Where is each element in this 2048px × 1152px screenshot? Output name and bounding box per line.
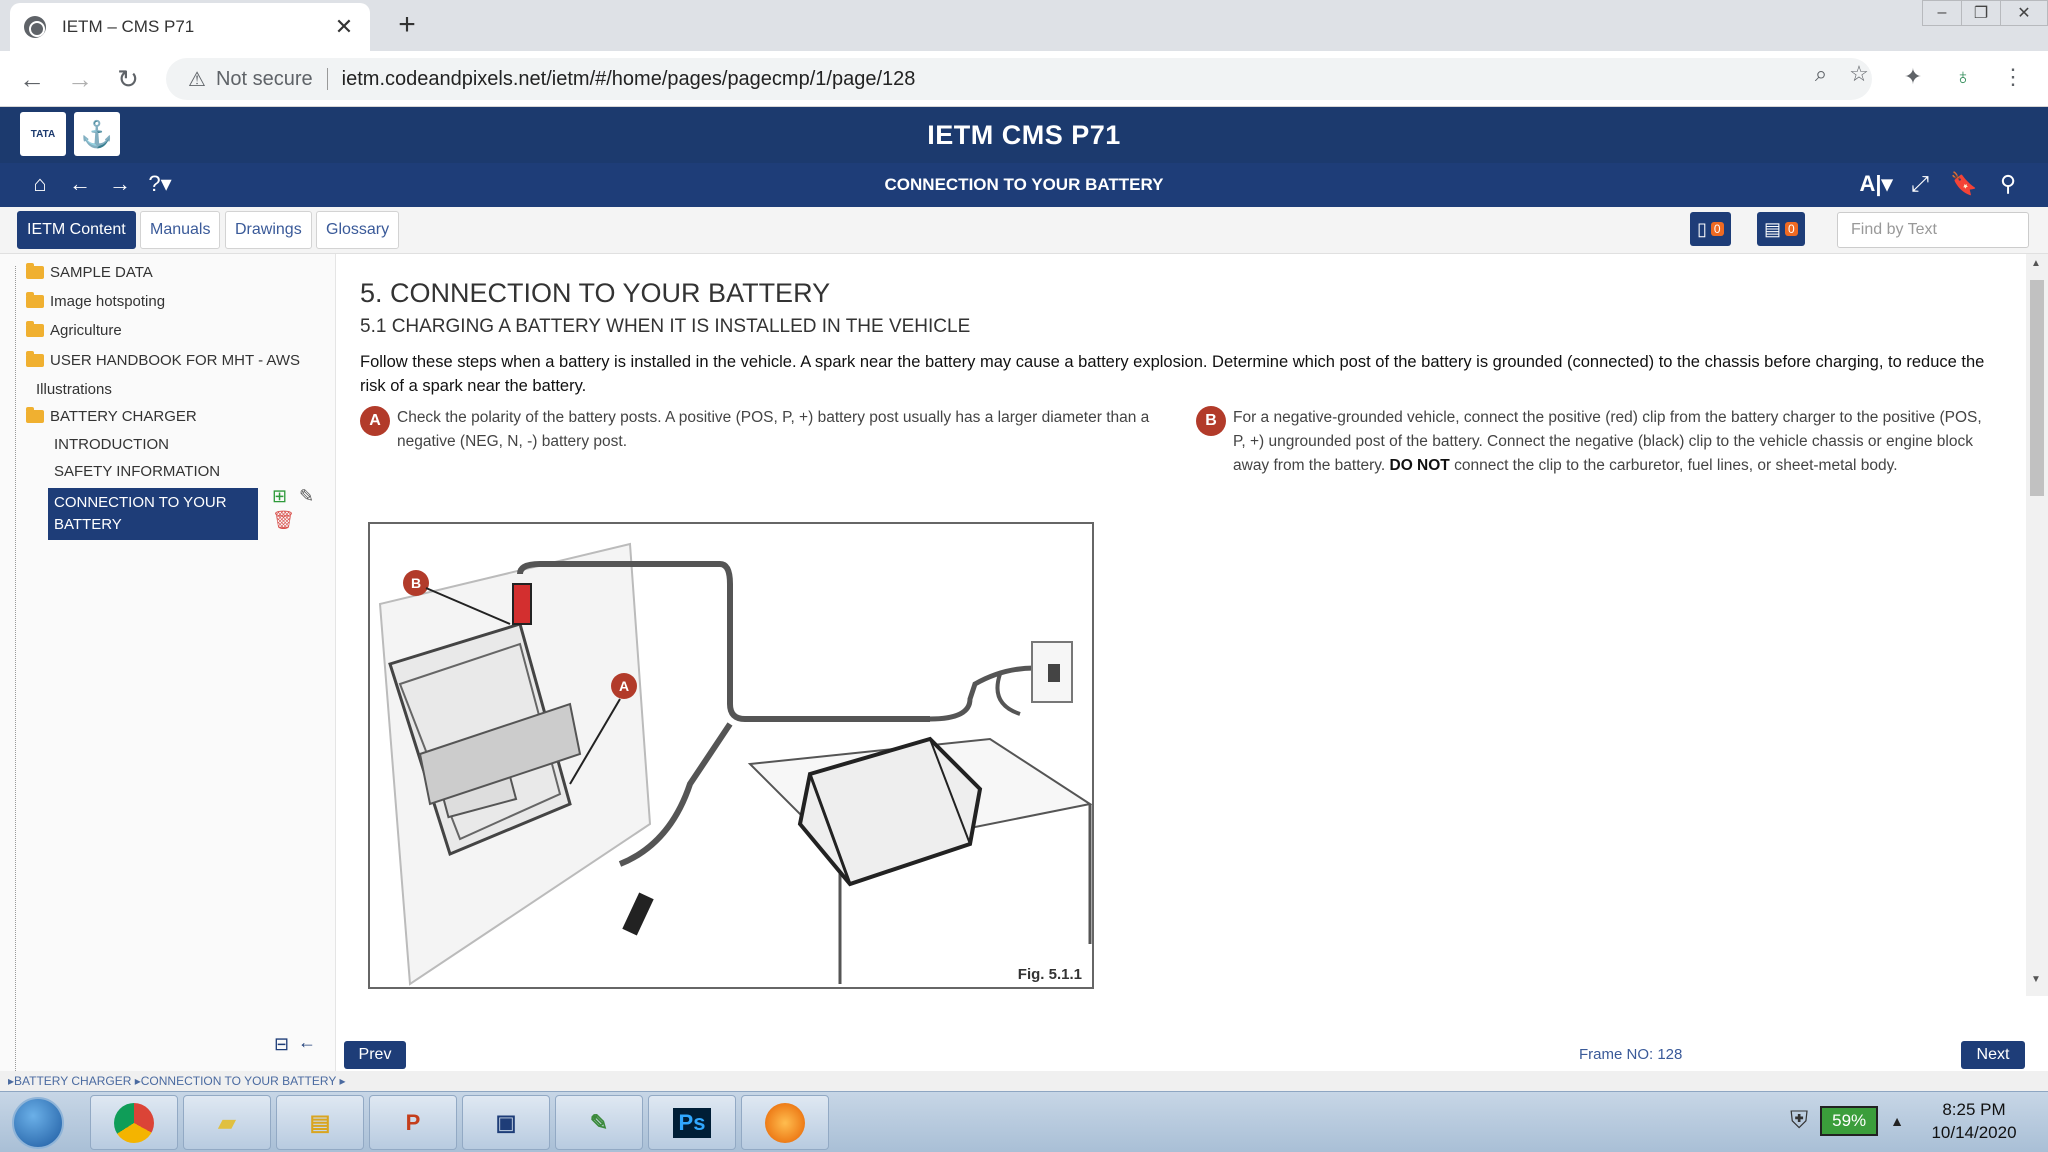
notes-count: 0 — [1711, 222, 1724, 236]
clock[interactable]: 8:25 PM 10/14/2020 — [1931, 1100, 2017, 1142]
battery-charging-figure[interactable] — [368, 522, 1094, 989]
tray-expand-icon[interactable]: ▲ — [1890, 1113, 1904, 1129]
os-taskbar — [0, 1091, 2048, 1152]
notes-taskbar-icon[interactable]: ▰ — [183, 1095, 271, 1150]
address-bar — [0, 51, 2048, 107]
security-shield-icon[interactable]: ⛨ — [1790, 1107, 1809, 1134]
folder-open-icon — [26, 410, 44, 423]
breadcrumb[interactable]: ▸BATTERY CHARGER ▸CONNECTION TO YOUR BATTERY ▸ — [0, 1071, 2048, 1091]
folder-icon — [26, 266, 44, 279]
firefox-taskbar-icon[interactable] — [741, 1095, 829, 1150]
tree-item-introduction[interactable]: INTRODUCTION — [54, 436, 169, 453]
bookmark-star-icon[interactable]: ☆ — [1849, 61, 1869, 86]
step-b — [1196, 406, 1996, 478]
forward-icon[interactable]: → — [67, 63, 93, 94]
notes-badge-button[interactable] — [1690, 212, 1731, 246]
security-label: Not secure — [215, 67, 313, 90]
tab-glossary[interactable]: Glossary — [316, 211, 399, 249]
figure-marker-a: A — [618, 678, 630, 694]
start-button[interactable] — [12, 1097, 64, 1149]
tree-item-agriculture[interactable]: Agriculture — [26, 322, 122, 339]
window-controls — [1923, 0, 2048, 26]
browser-tabstrip — [0, 0, 2048, 51]
folder-icon — [26, 354, 44, 367]
figure-marker-b: B — [410, 575, 422, 591]
frame-number: Frame NO: 128 — [1579, 1046, 1683, 1063]
explorer-taskbar-icon[interactable]: ▤ — [276, 1095, 364, 1150]
home-icon[interactable]: ⌂ — [33, 171, 47, 196]
browser-menu-icon[interactable]: ⋮ — [2002, 64, 2024, 89]
scroll-down-icon[interactable]: ▼ — [2031, 974, 2041, 985]
scrollbar-thumb[interactable] — [2030, 280, 2044, 496]
globe-icon — [24, 16, 46, 38]
tree-item-connection-selected[interactable]: CONNECTION TO YOUR BATTERY — [48, 488, 258, 540]
content-scrollbar[interactable] — [2026, 254, 2048, 996]
warning-icon: ⚠ — [188, 68, 206, 91]
tree-item-image-hotspoting[interactable]: Image hotspoting — [26, 293, 165, 310]
notepadpp-taskbar-icon[interactable]: ✎ — [555, 1095, 643, 1150]
step-a-text: Check the polarity of the battery posts. A positive (POS, P, +) battery post usually has a larger diameter than a negative (NEG, N, -) battery post. — [397, 409, 1150, 450]
step-a — [360, 406, 1150, 454]
toolbar-right — [1854, 171, 2030, 197]
fullscreen-icon[interactable]: ⤢ — [1911, 171, 1929, 196]
system-tray — [1790, 1098, 2034, 1144]
page-footer — [336, 1038, 2026, 1071]
step-b-text: For a negative-grounded vehicle, connect the positive (red) clip from the battery charger to the positive (POS, P, +) ungrounded post of the battery. Connect the negative (black) clip to the vehicle chassis or engine block away from the battery. DO NOT connect the clip to the carburetor, fuel lines, or sheet-metal body. — [1233, 409, 1982, 474]
extensions-puzzle-icon[interactable]: ✦ — [1903, 64, 1923, 89]
url-actions — [1802, 61, 1878, 87]
bookmark-page-icon[interactable]: ⊟ — [274, 1034, 290, 1054]
browser-tab[interactable] — [10, 3, 370, 51]
url-field[interactable] — [166, 58, 1872, 100]
back-icon[interactable]: ← — [19, 63, 45, 94]
tab-ietm-content[interactable]: IETM Content — [17, 211, 136, 249]
tata-logo: TATA — [20, 112, 66, 156]
app-taskbar-icon[interactable]: ▣ — [462, 1095, 550, 1150]
content-tabs-bar — [0, 207, 2048, 254]
section-title: 5. CONNECTION TO YOUR BATTERY — [360, 278, 831, 308]
tree-guide-line — [15, 266, 16, 1071]
page-toolbar — [0, 163, 2048, 207]
subsection-title: 5.1 CHARGING A BATTERY WHEN IT IS INSTALLED IN THE VEHICLE — [360, 316, 971, 337]
page-heading: CONNECTION TO YOUR BATTERY — [884, 175, 1164, 194]
extension-icon[interactable]: ♁ — [1954, 64, 1972, 89]
tree-item-illustrations[interactable]: Illustrations — [36, 381, 112, 398]
notes-icon: ▯ — [1697, 218, 1707, 239]
tree-item-user-handbook[interactable]: USER HANDBOOK FOR MHT - AWS — [26, 352, 300, 369]
tree-item-safety-information[interactable]: SAFETY INFORMATION — [54, 463, 221, 480]
figure-caption: Fig. 5.1.1 — [1017, 966, 1082, 983]
delete-icon[interactable]: 🗑 — [272, 510, 295, 530]
close-tab-icon[interactable]: ✕ — [334, 14, 354, 39]
tree-item-battery-charger[interactable]: BATTERY CHARGER — [26, 408, 197, 425]
collapse-sidebar-icon[interactable]: ← — [298, 1032, 316, 1052]
scroll-up-icon[interactable]: ▲ — [2031, 258, 2041, 269]
prev-button[interactable]: Prev — [344, 1041, 406, 1069]
close-window-button[interactable]: ✕ — [2000, 0, 2048, 26]
next-button[interactable]: Next — [1961, 1041, 2025, 1069]
edit-icon[interactable]: ✎ — [299, 486, 315, 506]
emblem-logo — [74, 112, 120, 156]
minimize-button[interactable]: – — [1922, 0, 1962, 26]
url-text: ietm.codeandpixels.net/ietm/#/home/pages/pagecmp/1/page/128 — [341, 67, 916, 90]
intro-paragraph: Follow these steps when a battery is installed in the vehicle. A spark near the battery may cause a battery explosion. Determine which post of the battery is grounded (connected) to the chassis before charging, to reduce the risk of a spark near the battery. — [360, 353, 1985, 395]
anchor-icon: ⚓ — [80, 118, 114, 149]
restore-button[interactable]: ❐ — [1961, 0, 2001, 26]
tab-manuals[interactable]: Manuals — [140, 211, 220, 249]
new-tab-button[interactable]: + — [398, 8, 416, 41]
font-size-icon[interactable]: A|▾ — [1859, 171, 1893, 196]
battery-indicator[interactable]: 59% — [1820, 1106, 1878, 1136]
app-title: IETM CMS P71 — [927, 119, 1121, 150]
zoom-icon[interactable]: ⌕ — [1814, 61, 1828, 86]
back-page-icon[interactable]: ← — [69, 171, 91, 196]
bookmark-icon[interactable]: 🔖 — [1950, 171, 1978, 196]
step-a-marker: A — [360, 406, 390, 436]
photoshop-taskbar-icon[interactable]: Ps — [648, 1095, 736, 1150]
find-by-text-input[interactable]: Find by Text — [1837, 212, 2029, 248]
folder-icon — [26, 295, 44, 308]
powerpoint-taskbar-icon[interactable]: P — [369, 1095, 457, 1150]
chrome-taskbar-icon[interactable] — [90, 1095, 178, 1150]
step-b-marker: B — [1196, 406, 1226, 436]
toolbar-left — [20, 171, 180, 197]
tree-item-sample-data[interactable]: SAMPLE DATA — [26, 264, 153, 281]
reload-icon[interactable]: ↻ — [117, 63, 139, 94]
main-content — [336, 254, 2026, 1071]
extension-actions — [1888, 64, 2038, 90]
comments-count: 0 — [1785, 222, 1798, 236]
figure-illustration — [370, 524, 1092, 987]
search-icon[interactable]: ⚲ — [1999, 171, 2017, 196]
url-separator — [327, 68, 328, 90]
sidebar-tree — [0, 254, 336, 1071]
help-dropdown-icon[interactable]: ?▾ — [148, 171, 172, 196]
forward-page-icon[interactable]: → — [109, 171, 131, 196]
app-header — [0, 107, 2048, 163]
tab-drawings[interactable]: Drawings — [225, 211, 312, 249]
comment-icon: ▤ — [1764, 218, 1782, 239]
tab-title: IETM – CMS P71 — [62, 17, 195, 36]
add-page-icon[interactable]: ⊞ — [272, 486, 288, 506]
folder-icon — [26, 324, 44, 337]
comments-badge-button[interactable] — [1757, 212, 1805, 246]
